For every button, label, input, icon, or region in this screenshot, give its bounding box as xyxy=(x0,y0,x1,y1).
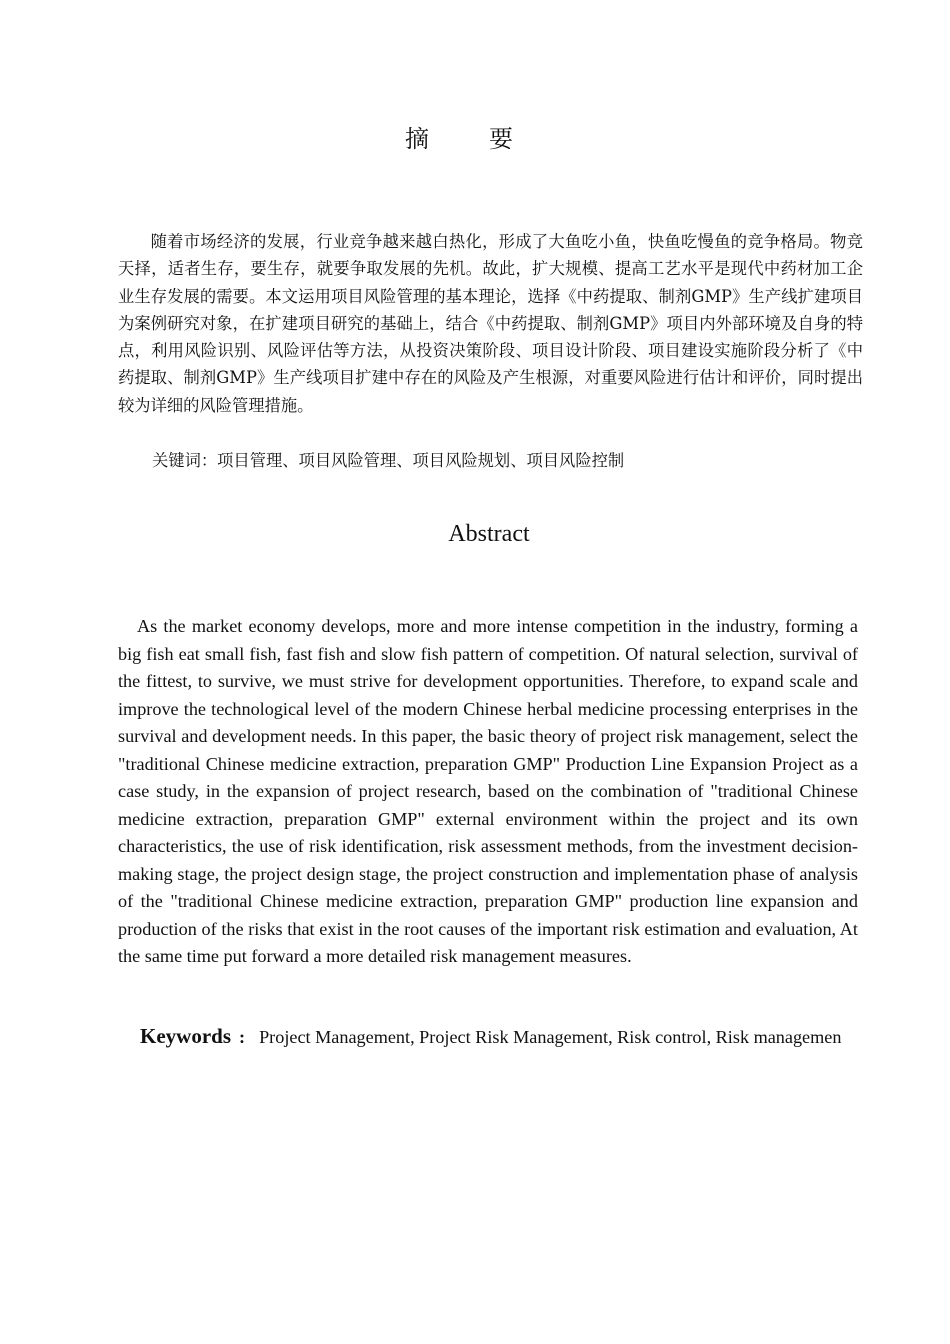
abstract-zh-title: 摘要 xyxy=(405,125,573,153)
abstract-zh-keywords-label: 关键词： xyxy=(152,451,218,470)
abstract-en-body: As the market economy develops, more and more intense competition in the industry, forming a big fish eat small fish, fast fish and slow fish pattern of competition. Of natural selection, survival of the fittest, to survive, we must strive for development opportunities. Therefore, to expand scale and improve the technological level of the modern Chinese herbal medicine processing enterprises in the survival and development needs. In this paper, the basic theory of project risk management, select the "traditional Chinese medicine extraction, preparation GMP" Production Line Expansion Project as a case study, in the expansion of project research, based on the combination of "traditional Chinese medicine extraction, preparation GMP" external environment within the project and its own characteristics, the use of risk identification, risk assessment methods, from the investment decision-making stage, the project design stage, the project construction and implementation phase of analysis of the "traditional Chinese medicine extraction, preparation GMP" production line expansion and production of the risks that exist in the root causes of the important risk estimation and evaluation, At the same time put forward a more detailed risk management measures. xyxy=(118,616,858,966)
abstract-zh-keywords xyxy=(152,447,872,474)
abstract-zh-keywords-text: 项目管理、项目风险管理、项目风险规划、项目风险控制 xyxy=(217,451,625,470)
abstract-en-keywords-text: Project Management, Project Risk Management, Risk control, Risk managemen xyxy=(259,1027,842,1047)
abstract-en-keywords-separator: : xyxy=(239,1027,246,1047)
abstract-en-keywords xyxy=(118,1022,858,1051)
abstract-en-title: Abstract xyxy=(448,521,530,547)
abstract-en-keywords-label: Keywords xyxy=(140,1024,231,1048)
abstract-zh-body: 随着市场经济的发展，行业竞争越来越白热化，形成了大鱼吃小鱼，快鱼吃慢鱼的竞争格局。物竞天择，适者生存，要生存，就要争取发展的先机。故此，扩大规模、提高工艺水平是现代中药材加工企业生存发展的需要。本文运用项目风险管理的基本理论，选择《中药提取、制剂GMP》生产线扩建项目为案例研究对象，在扩建项目研究的基础上，结合《中药提取、制剂GMP》项目内外部环境及自身的特点，利用风险识别、风险评估等方法，从投资决策阶段、项目设计阶段、项目建设实施阶段分析了《中药提取、制剂GMP》生产线项目扩建中存在的风险及产生根源，对重要风险进行估计和评价，同时提出较为详细的风险管理措施。 xyxy=(118,232,863,415)
